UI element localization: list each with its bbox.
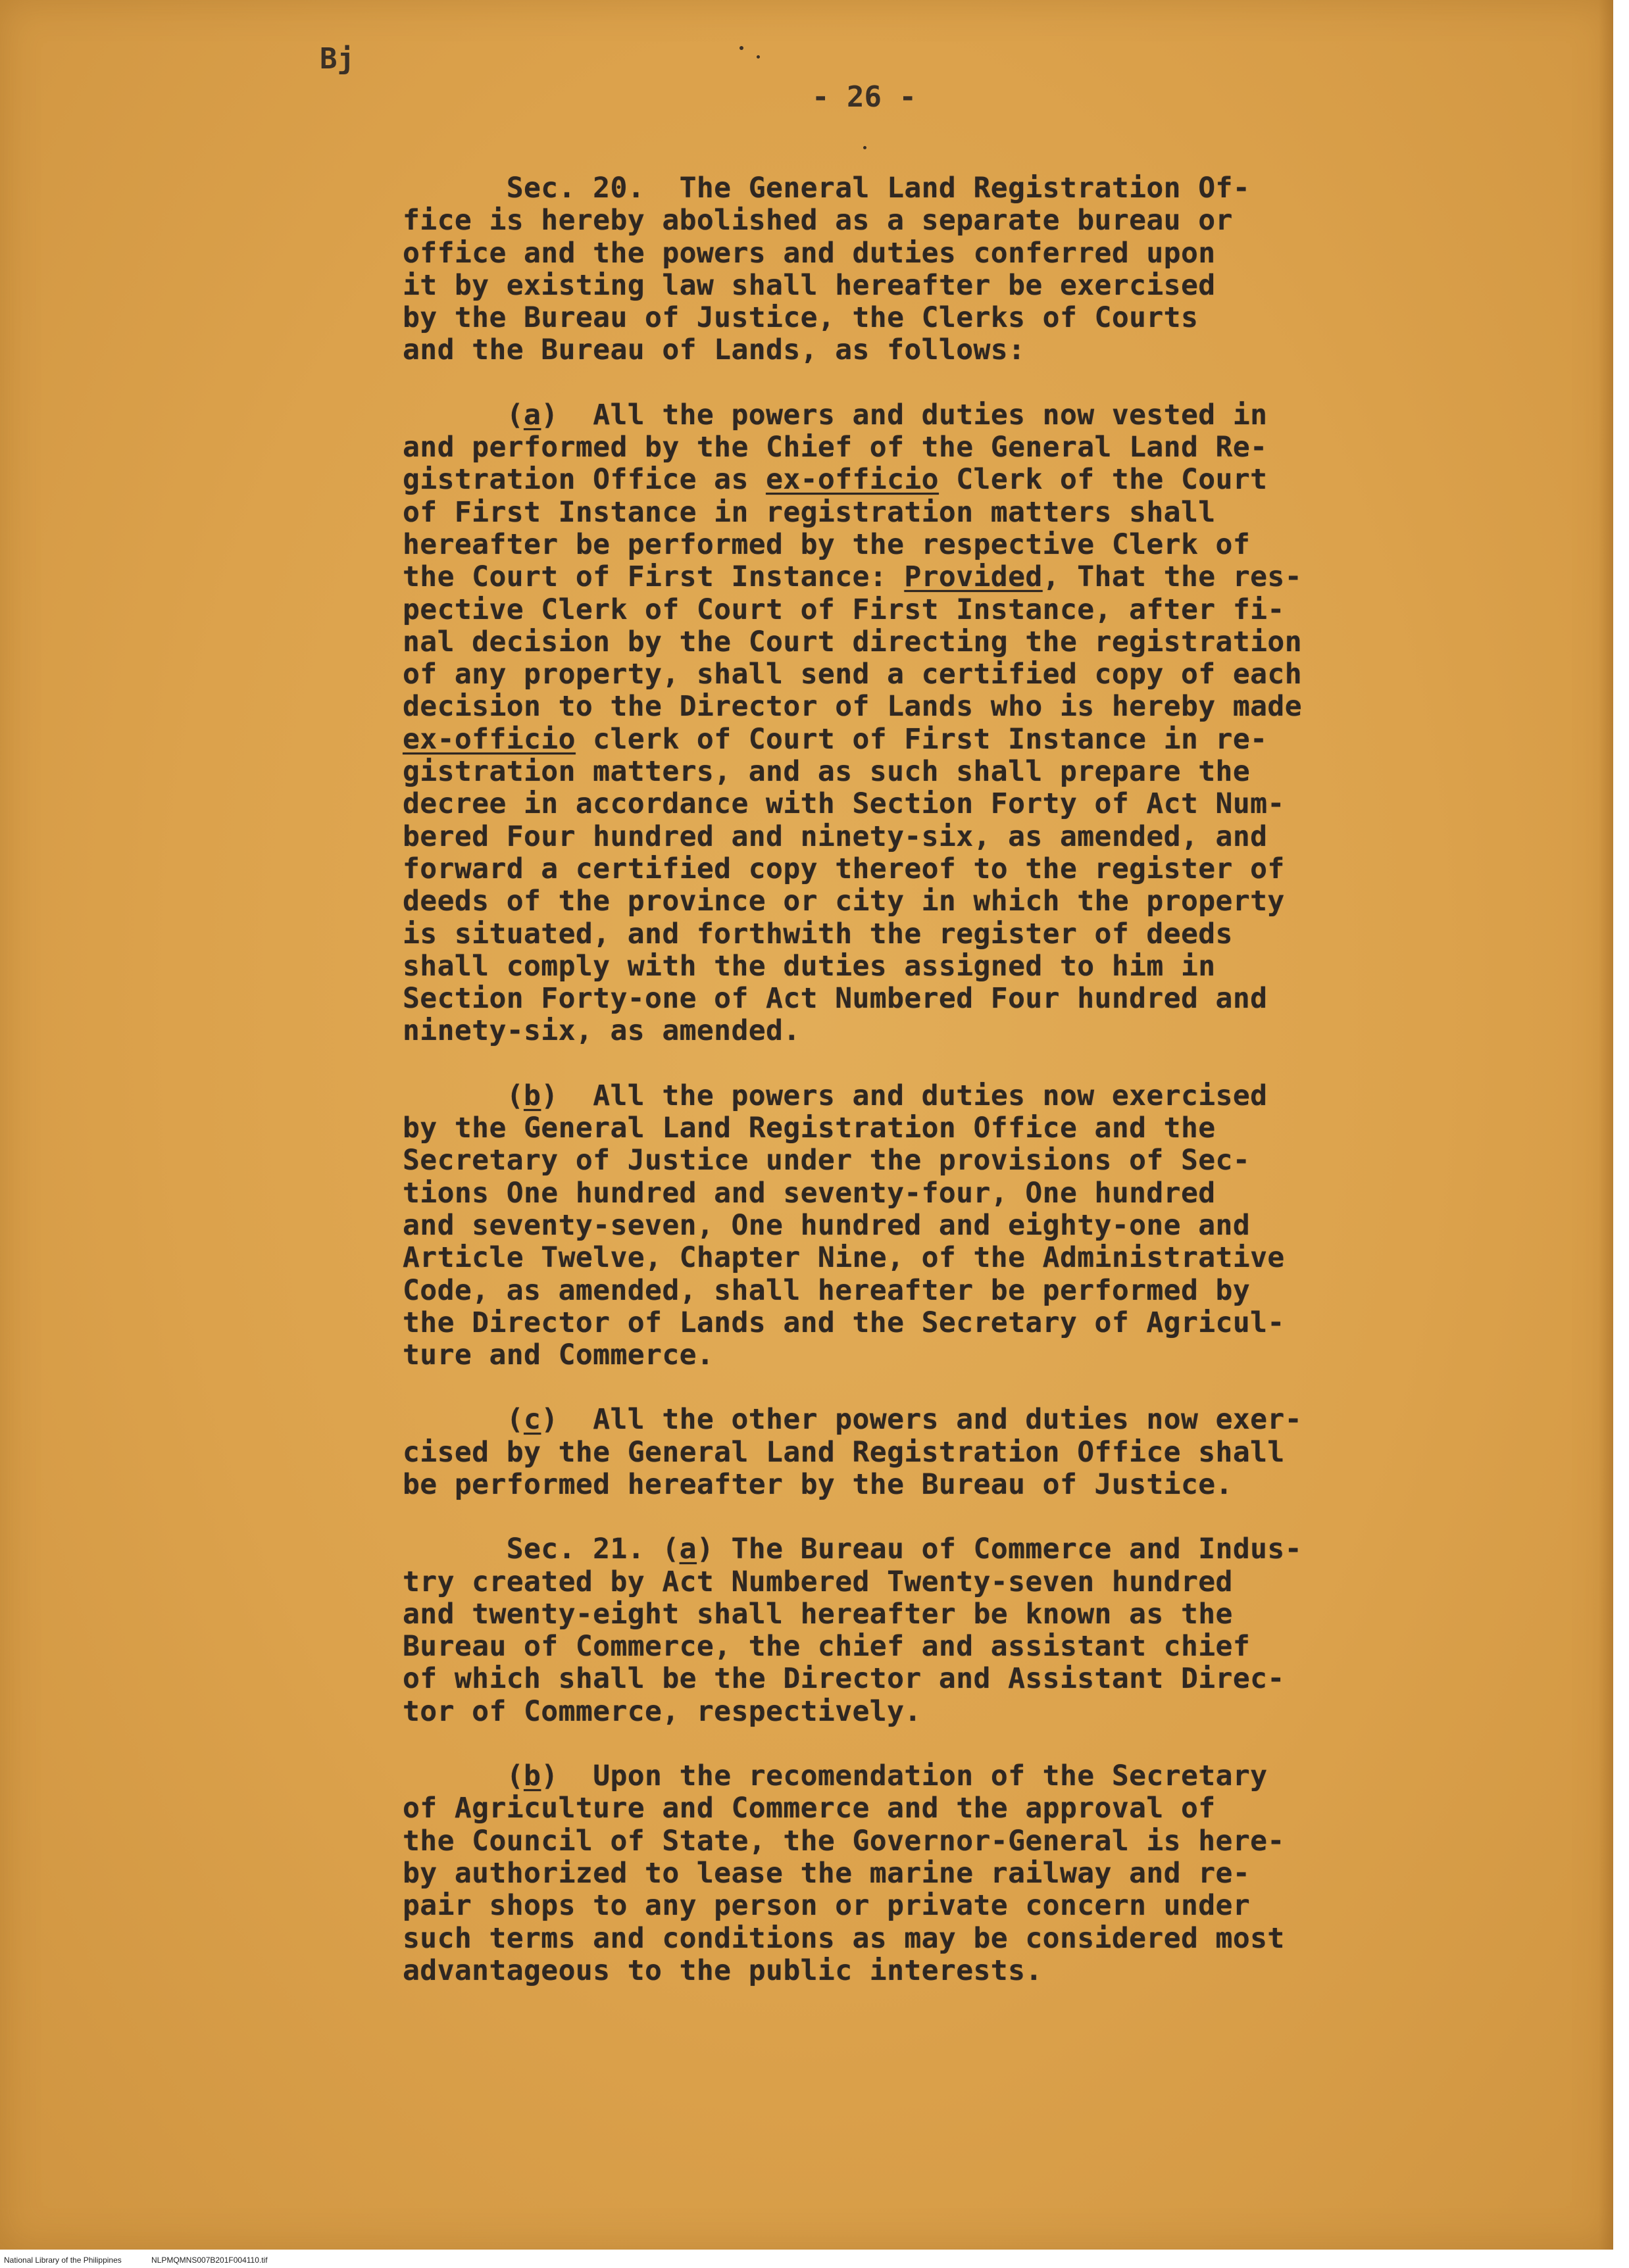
paragraph [403, 1404, 1468, 1501]
text-line: gistration matters, and as such shall prepare the [403, 755, 1251, 789]
text-line: of which shall be the Director and Assistant Direc- [403, 1662, 1285, 1696]
text-line: ture and Commerce. [403, 1339, 714, 1372]
text-line: tor of Commerce, respectively. [403, 1694, 922, 1728]
text-line: hereafter be performed by the respective Clerk of [403, 528, 1251, 561]
text-line: Code, as amended, shall hereafter be performed by [403, 1273, 1251, 1307]
text-line: by the Bureau of Justice, the Clerks of Courts [403, 301, 1199, 335]
text-line: tions One hundred and seventy-four, One hundred [403, 1176, 1216, 1210]
text-line: nal decision by the Court directing the registration [403, 625, 1302, 658]
text-line: shall comply with the duties assigned to him in [403, 949, 1216, 983]
text-line: the Director of Lands and the Secretary of Agricul- [403, 1306, 1285, 1339]
ink-speck [863, 146, 866, 149]
paper-edge [1599, 0, 1613, 2250]
text-line: try created by Act Numbered Twenty-seven hundred [403, 1565, 1233, 1598]
text-line: Section Forty-one of Act Numbered Four hundred and [403, 982, 1268, 1016]
text-line: and the Bureau of Lands, as follows: [403, 333, 1026, 367]
paragraph [403, 172, 1468, 367]
text-line: advantageous to the public interests. [403, 1954, 1043, 1987]
text-line: ninety-six, as amended. [403, 1014, 801, 1048]
document-body [403, 172, 1468, 1987]
ink-speck [757, 55, 760, 59]
text-line: deeds of the province or city in which the property [403, 885, 1285, 918]
text-line: pair shops to any person or private concern under [403, 1889, 1251, 1923]
text-line: decree in accordance with Section Forty of Act Num- [403, 787, 1285, 821]
text-line: and performed by the Chief of the General Land Re- [403, 431, 1268, 464]
text-line: of First Instance in registration matters shall [403, 495, 1216, 529]
footer-library-name: National Library of the Philippines [4, 2256, 122, 2265]
text-line: (a) All the powers and duties now vested in [403, 398, 1268, 431]
text-line: gistration Office as ex-officio Clerk of the Court [403, 463, 1268, 497]
ink-speck [739, 46, 743, 50]
text-line: by authorized to lease the marine railway and re- [403, 1856, 1251, 1890]
text-line: Bureau of Commerce, the chief and assistant chief [403, 1630, 1251, 1664]
text-line: and twenty-eight shall hereafter be known as the [403, 1597, 1233, 1631]
text-line: office and the powers and duties conferred upon [403, 236, 1216, 270]
text-line: the Council of State, the Governor-General is here- [403, 1824, 1285, 1858]
text-line: is situated, and forthwith the register of deeds [403, 917, 1233, 950]
text-line: Article Twelve, Chapter Nine, of the Administrative [403, 1241, 1285, 1275]
text-line: it by existing law shall hereafter be exercised [403, 268, 1216, 302]
paragraph [403, 1760, 1468, 1987]
text-line: cised by the General Land Registration Office shall [403, 1435, 1285, 1469]
text-line: and seventy-seven, One hundred and eighty-one and [403, 1208, 1251, 1242]
text-line: forward a certified copy thereof to the register of [403, 852, 1285, 885]
text-line: Sec. 20. The General Land Registration Of- [403, 172, 1251, 205]
text-line: pective Clerk of Court of First Instance, after fi- [403, 593, 1285, 626]
text-line: such terms and conditions as may be considered most [403, 1921, 1285, 1955]
text-line: of any property, shall send a certified copy of each [403, 658, 1302, 691]
text-line: Secretary of Justice under the provisions of Sec- [403, 1144, 1251, 1177]
text-line: Sec. 21. (a) The Bureau of Commerce and Indus- [403, 1533, 1303, 1566]
text-line: bered Four hundred and ninety-six, as amended, and [403, 820, 1268, 853]
page-number: - 26 - [812, 80, 916, 114]
paragraph [403, 399, 1468, 1048]
text-line: fice is hereby abolished as a separate bureau or [403, 204, 1233, 237]
text-line: of Agriculture and Commerce and the approval of [403, 1792, 1216, 1825]
paragraph [403, 1533, 1468, 1728]
text-line: the Court of First Instance: Provided, That the res- [403, 560, 1302, 594]
text-line: decision to the Director of Lands who is hereby made [403, 690, 1302, 724]
text-line: be performed hereafter by the Bureau of Justice. [403, 1467, 1233, 1501]
text-line: ex-officio clerk of Court of First Instance in re- [403, 722, 1268, 756]
text-line: (b) All the powers and duties now exercised [403, 1079, 1268, 1112]
text-line: (b) Upon the recomendation of the Secretary [403, 1760, 1268, 1793]
text-line: (c) All the other powers and duties now exer- [403, 1403, 1303, 1437]
footer-file-id: NLPMQMNS007B201F004110.tif [151, 2256, 268, 2265]
text-line: by the General Land Registration Office and the [403, 1112, 1216, 1145]
typist-initials: Bj [320, 42, 355, 76]
paragraph [403, 1080, 1468, 1372]
